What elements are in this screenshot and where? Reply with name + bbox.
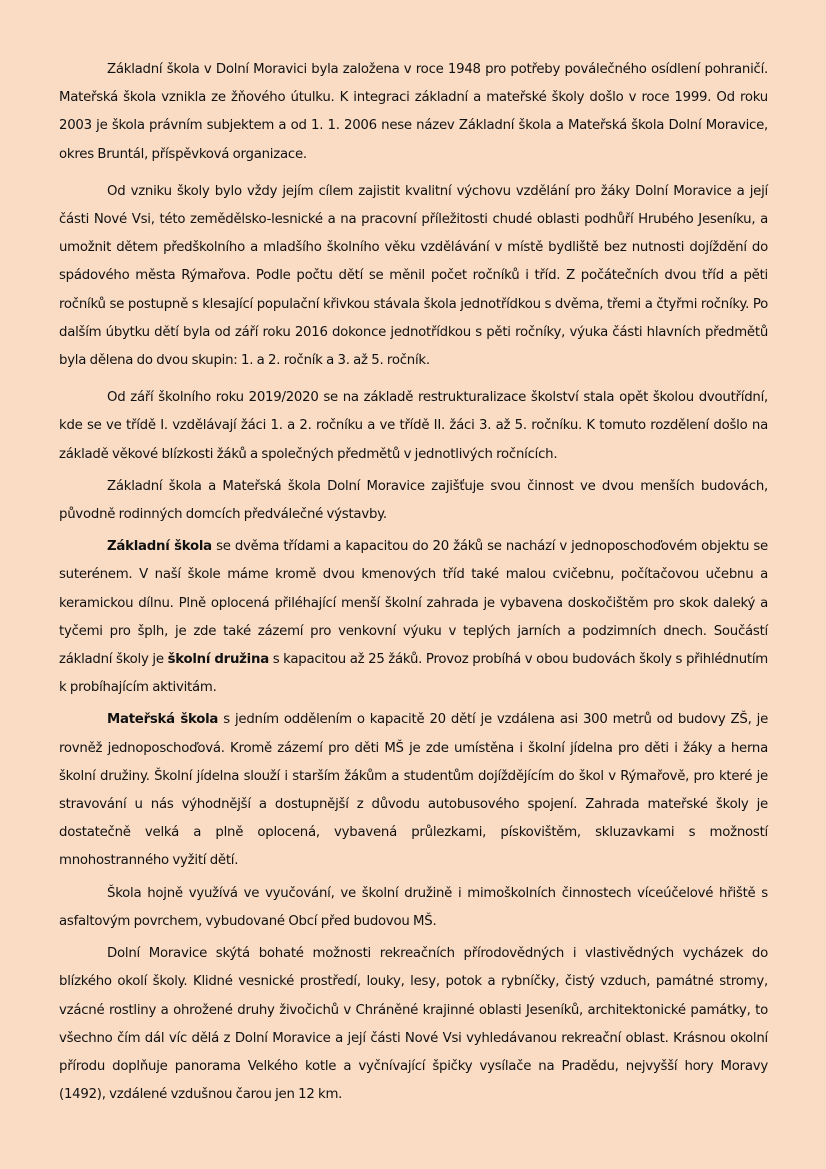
paragraph-kindergarten [59,706,768,875]
primary-school-text-b: s kapacitou až 25 žáků. Provoz probíhá v obou budovách školy s přihlédnutím k probíhajícím aktivitám. [59,652,769,696]
primary-school-text-a: se dvěma třídami a kapacitou do 20 žáků se nachází v jednoposchoďovém objektu se suterénem. V naší škole máme kromě dvou kmenových tříd také malou cvičebnu, počítačovou učebnu a keramickou dílnu. Plně oplocená přiléhající menší školní zahrada je vybavena doskočištěm pro skok daleký a tyčemi pro šplh, je zde také zázemí pro venkovní výuku v teplých jarních a podzimních dnech. Součástí základní školy je [59,539,768,668]
paragraph-primary-school [59,533,768,702]
paragraph-history: Základní škola v Dolní Moravici byla založena v roce 1948 pro potřeby poválečného osídlení pohraničí. Mateřská škola vznikla ze žňového útulku. K integraci základní a mateřské školy došlo v roce 1999. Od roku 2003 je škola právním subjektem a od 1. 1. 2006 nese název Základní škola a Mateřská škola Dolní Moravice, okres Bruntál, příspěvková organizace. [59,62,768,162]
kindergarten-heading: Mateřská škola [107,712,219,728]
kindergarten-text: s jedním oddělením o kapacitě 20 dětí je vzdálena asi 300 metrů od budovy ZŠ, je rovněž jednoposchoďová. Kromě zázemí pro děti MŠ je zde umístěna i školní jídelna pro děti i žáky a herna školní družiny. Školní jídelna slouží i starším žákům a studentům dojíždějícím do škol v Rýmařově, pro které je stravování u nás výhodnější a dostupnější z důvodu autobusového spojení. Zahrada mateřské školy je dostatečně velká a plně oplocená, vybavená průlezkami, pískovištěm, skluzavkami s možností mnohostranného vyžití dětí. [59,712,769,869]
paragraph-playground: Škola hojně využívá ve vyučování, ve školní družině i mimoškolních činnostech víceúčelové hřiště s asfaltovým povrchem, vybudované Obcí před budovou MŠ. [59,885,768,929]
paragraph-buildings: Základní škola a Mateřská škola Dolní Moravice zajišťuje svou činnost ve dvou menších budovách, původně rodinných domcích předválečné výstavby. [59,478,768,523]
paragraph-restructuring: Od září školního roku 2019/2020 se na základě restrukturalizace školství stala opět školou dvoutřídní, kde se ve třídě I. vzdělávají žáci 1. a 2. ročníku a ve třídě II. žáci 3. až 5. ročníku. K tomuto rozdělení došlo na základě věkové blízkosti žáků a společných předmětů v jednotlivých ročnících. [59,390,768,462]
primary-school-heading: Základní škola [107,539,212,555]
after-school-club-label: školní družina [167,652,269,668]
paragraph-mission: Od vzniku školy bylo vždy jejím cílem zajistit kvalitní výchovu vzdělání pro žáky Dolní Moravice a její části Nové Vsi, této zemědělsko-lesnické a na pracovní příležitosti chudé oblasti podhůří Hrubého Jeseníku, a umožnit dětem předškolního a mladšího školního věku vzdělávání v místě bydliště bez nutnosti dojíždění do spádového města Rýmařova. Podle počtu dětí se měnil počet ročníků i tříd. Z počátečních dvou tříd a pěti ročníků se postupně s klesající populační křivkou stávala škola jednotřídkou s dvěma, třemi a čtyřmi ročníky. Po dalším úbytku dětí byla od září roku 2016 dokonce jednotřídkou s pěti ročníky, výuka části hlavních předmětů byla dělena do dvou skupin: 1. a 2. ročník a 3. až 5. ročník. [59,183,768,369]
paragraph-surroundings: Dolní Moravice skýtá bohaté možnosti rekreačních přírodovědných i vlastivědných vycházek do blízkého okolí školy. Klidné vesnické prostředí, louky, lesy, potok a rybníčky, čistý vzduch, památné stromy, vzácné rostliny a ohrožené druhy živočichů v Chráněné krajinné oblasti Jeseníků, architektonické památky, to všechno čím dál víc dělá z Dolní Moravice a její části Nové Vsi vyhledávanou rekreační oblast. Krásnou okolní přírodu doplňuje panorama Velkého kotle a vyčnívající špičky vysílače na Pradědu, nejvyšší hory Moravy (1492), vzdálené vzdušnou čarou jen 12 km. [59,946,768,1103]
